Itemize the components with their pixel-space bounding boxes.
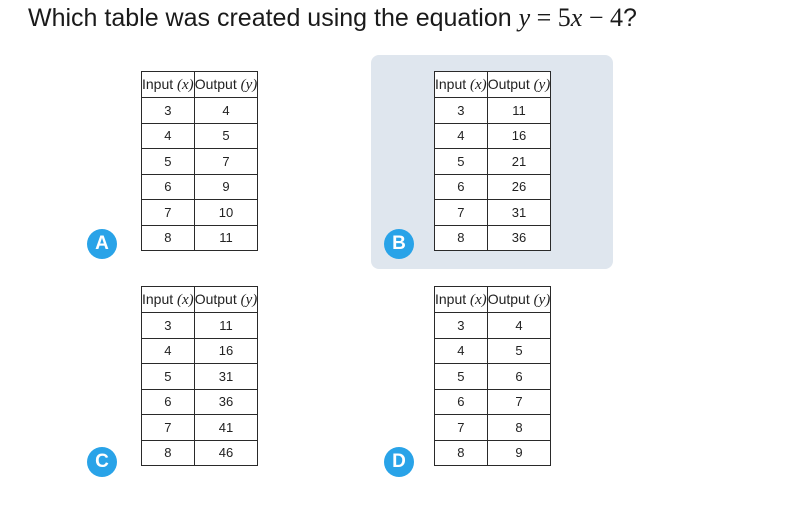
equation-mid: = 5 (530, 3, 571, 32)
choice-c-table (141, 286, 258, 466)
input-cell: 6 (142, 389, 195, 415)
table-header-row (142, 72, 258, 98)
input-cell: 8 (142, 440, 195, 466)
output-cell: 8 (487, 415, 551, 441)
input-cell: 8 (142, 225, 195, 251)
input-cell: 6 (435, 174, 488, 200)
choice-d-table (434, 286, 551, 466)
question-suffix: ? (623, 4, 637, 32)
table-row (142, 364, 258, 390)
table-row (142, 200, 258, 226)
table-row (142, 415, 258, 441)
table-row (142, 123, 258, 149)
output-cell: 11 (194, 225, 258, 251)
input-cell: 4 (142, 338, 195, 364)
table-row (435, 225, 551, 251)
table-row (435, 174, 551, 200)
choice-b-table (434, 71, 551, 251)
output-cell: 10 (194, 200, 258, 226)
choice-a-badge[interactable]: A (87, 229, 117, 259)
header-output: Output (y) (487, 287, 551, 313)
table-header-row (435, 72, 551, 98)
table-row (435, 389, 551, 415)
input-cell: 5 (435, 149, 488, 175)
output-cell: 21 (487, 149, 551, 175)
input-cell: 6 (435, 389, 488, 415)
choice-d-badge[interactable]: D (384, 447, 414, 477)
table-row (435, 440, 551, 466)
table-row (435, 123, 551, 149)
input-cell: 3 (435, 98, 488, 124)
output-cell: 11 (487, 98, 551, 124)
output-cell: 31 (194, 364, 258, 390)
input-cell: 8 (435, 225, 488, 251)
table-row (142, 225, 258, 251)
input-cell: 3 (142, 98, 195, 124)
input-cell: 7 (142, 200, 195, 226)
output-cell: 4 (194, 98, 258, 124)
header-output: Output (y) (194, 72, 258, 98)
output-cell: 36 (194, 389, 258, 415)
table-row (435, 364, 551, 390)
choice-c-badge[interactable]: C (87, 447, 117, 477)
input-cell: 3 (142, 313, 195, 339)
output-cell: 9 (194, 174, 258, 200)
input-cell: 5 (142, 364, 195, 390)
output-cell: 36 (487, 225, 551, 251)
table-row (435, 313, 551, 339)
input-cell: 3 (435, 313, 488, 339)
table-row (142, 98, 258, 124)
equation-x: x (570, 3, 583, 32)
output-cell: 5 (194, 123, 258, 149)
output-cell: 16 (487, 123, 551, 149)
output-cell: 4 (487, 313, 551, 339)
equation-tail: − 4 (582, 3, 624, 32)
input-cell: 4 (435, 338, 488, 364)
output-cell: 5 (487, 338, 551, 364)
equation (519, 3, 623, 32)
input-cell: 7 (435, 200, 488, 226)
input-cell: 5 (435, 364, 488, 390)
header-input: Input (x) (435, 287, 488, 313)
header-output: Output (y) (194, 287, 258, 313)
question-prefix: Which table was created using the equation (28, 4, 519, 32)
choice-a-table (141, 71, 258, 251)
table-header-row (435, 287, 551, 313)
input-cell: 4 (435, 123, 488, 149)
table-row (435, 200, 551, 226)
input-cell: 6 (142, 174, 195, 200)
table-header-row (142, 287, 258, 313)
equation-y: y (518, 3, 531, 32)
input-cell: 4 (142, 123, 195, 149)
output-cell: 46 (194, 440, 258, 466)
table-row (142, 338, 258, 364)
table-row (142, 440, 258, 466)
header-input: Input (x) (142, 72, 195, 98)
table-row (142, 389, 258, 415)
input-cell: 7 (142, 415, 195, 441)
question-text (28, 2, 637, 34)
choice-b-badge[interactable]: B (384, 229, 414, 259)
output-cell: 31 (487, 200, 551, 226)
table-row (435, 338, 551, 364)
input-cell: 5 (142, 149, 195, 175)
output-cell: 6 (487, 364, 551, 390)
input-cell: 8 (435, 440, 488, 466)
table-row (142, 313, 258, 339)
output-cell: 41 (194, 415, 258, 441)
output-cell: 9 (487, 440, 551, 466)
output-cell: 26 (487, 174, 551, 200)
table-row (435, 415, 551, 441)
header-input: Input (x) (435, 72, 488, 98)
table-row (142, 149, 258, 175)
output-cell: 11 (194, 313, 258, 339)
output-cell: 7 (487, 389, 551, 415)
table-row (435, 98, 551, 124)
input-cell: 7 (435, 415, 488, 441)
output-cell: 16 (194, 338, 258, 364)
header-input: Input (x) (142, 287, 195, 313)
table-row (142, 174, 258, 200)
header-output: Output (y) (487, 72, 551, 98)
output-cell: 7 (194, 149, 258, 175)
table-row (435, 149, 551, 175)
